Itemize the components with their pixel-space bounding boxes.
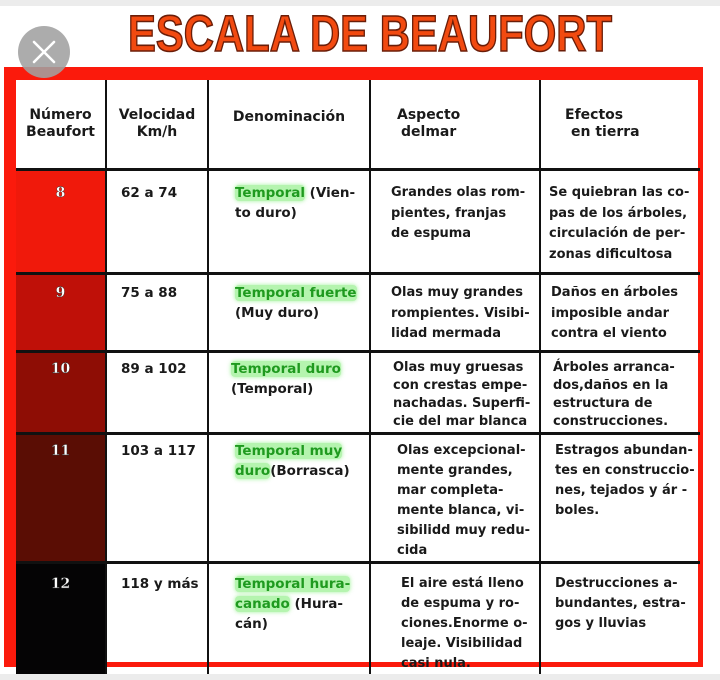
aspect-line: rompientes. Visibi- <box>391 305 530 321</box>
highlighted-term: Temporal <box>235 185 305 201</box>
aspect-line: Olas muy gruesas <box>393 360 524 375</box>
effects-line: dos,daños en la <box>553 378 669 393</box>
velocity-value: 89 a 102 <box>106 352 208 434</box>
denomination-text: (Vien- <box>304 185 356 201</box>
beaufort-number: 12 <box>16 563 106 675</box>
effects-line: circulación de per- <box>549 226 686 241</box>
aspect-line: con crestas empe- <box>393 378 528 393</box>
page-title: ESCALA DE BEAUFORT <box>127 5 613 62</box>
velocity-value: 75 a 88 <box>106 274 208 352</box>
header-text: delmar <box>401 124 457 140</box>
sea-aspect <box>370 352 540 434</box>
table-row <box>16 170 700 274</box>
sea-aspect <box>370 434 540 563</box>
beaufort-number: 10 <box>16 352 106 434</box>
table-row <box>16 274 700 352</box>
header-text: Número <box>29 107 92 123</box>
effects-line: Se quiebran las co- <box>549 185 690 200</box>
aspect-line: cie del mar blanca <box>393 414 528 429</box>
effects-line: boles. <box>555 503 600 518</box>
aspect-line: leaje. Visibilidad <box>401 636 523 651</box>
velocity-value: 118 y más <box>106 563 208 675</box>
close-icon <box>32 40 56 64</box>
effects-line: contra el viento <box>551 326 667 341</box>
denomination-text: cán) <box>235 616 268 632</box>
header-numero-beaufort <box>16 80 106 170</box>
denomination <box>208 563 370 675</box>
land-effects <box>540 434 700 563</box>
land-effects <box>540 563 700 675</box>
table-row <box>16 434 700 563</box>
sea-aspect <box>370 170 540 274</box>
beaufort-number: 8 <box>16 170 106 274</box>
sea-aspect <box>370 563 540 675</box>
denomination-text: to duro) <box>235 205 297 221</box>
highlighted-term: Temporal muy <box>235 443 343 459</box>
table-header-row <box>16 80 700 170</box>
header-text: Aspecto <box>397 107 461 123</box>
effects-line: Árboles arranca- <box>553 360 675 375</box>
aspect-line: casi nula. <box>401 656 471 671</box>
aspect-line: Grandes olas rom- <box>391 185 526 200</box>
bottom-edge <box>0 674 720 680</box>
effects-line: bundantes, estra- <box>555 596 686 611</box>
velocity-value: 62 a 74 <box>106 170 208 274</box>
highlighted-term: duro <box>235 463 271 479</box>
beaufort-table <box>16 80 700 675</box>
header-text: Efectos <box>565 107 624 123</box>
highlighted-term: Temporal duro <box>231 361 341 377</box>
land-effects <box>540 274 700 352</box>
highlighted-term: Temporal fuerte <box>235 285 357 301</box>
denomination <box>208 170 370 274</box>
effects-line: pas de los árboles, <box>549 205 688 221</box>
highlighted-term: Temporal hura- <box>235 576 351 592</box>
effects-line: Daños en árboles <box>551 285 679 300</box>
denomination <box>208 274 370 352</box>
aspect-line: pientes, franjas <box>391 205 507 221</box>
aspect-line: Olas muy grandes <box>391 285 523 300</box>
header-velocidad <box>106 80 208 170</box>
denomination-text: (Temporal) <box>231 381 314 397</box>
aspect-line: El aire está lleno <box>401 576 524 591</box>
effects-line: imposible andar <box>551 305 670 321</box>
highlighted-term: canado <box>235 596 290 612</box>
velocity-value: 103 a 117 <box>106 434 208 563</box>
effects-line: construcciones. <box>553 414 669 429</box>
aspect-line: Olas excepcional- <box>397 443 526 458</box>
beaufort-number: 11 <box>16 434 106 563</box>
effects-line: tes en construccio- <box>555 463 695 478</box>
beaufort-number: 9 <box>16 274 106 352</box>
denomination <box>208 434 370 563</box>
close-button[interactable] <box>18 26 70 78</box>
effects-line: Destrucciones a- <box>555 576 678 591</box>
header-denominacion <box>208 80 370 170</box>
sea-aspect <box>370 274 540 352</box>
aspect-line: mente blanca, vi- <box>397 503 525 518</box>
effects-line: gos y lluvias <box>555 616 647 631</box>
header-text: Denominación <box>232 108 346 125</box>
aspect-line: cida <box>397 543 428 558</box>
denomination-text: (Borrasca) <box>270 463 350 479</box>
header-text: Beaufort <box>26 124 95 140</box>
effects-line: estructura de <box>553 396 653 411</box>
effects-line: nes, tejados y ár - <box>555 483 688 498</box>
aspect-line: lidad mermada <box>391 326 501 341</box>
effects-line: Estragos abundan- <box>555 443 693 458</box>
header-efectos-en-tierra <box>540 80 700 170</box>
table-row <box>16 563 700 675</box>
aspect-line: ciones.Enorme o- <box>401 616 528 631</box>
land-effects <box>540 352 700 434</box>
aspect-line: de espuma y ro- <box>401 596 520 611</box>
header-aspecto-del-mar <box>370 80 540 170</box>
header-text: en tierra <box>571 124 640 140</box>
aspect-line: mar completa- <box>397 483 504 498</box>
header-text: Km/h <box>136 124 178 140</box>
header-text: Velocidad <box>118 107 196 123</box>
aspect-line: nachadas. Superfi- <box>393 396 531 411</box>
denomination-text: (Muy duro) <box>235 305 320 321</box>
table-row <box>16 352 700 434</box>
aspect-line: sibilidd muy redu- <box>397 523 530 538</box>
effects-line: zonas dificultosa <box>549 246 673 262</box>
aspect-line: mente grandes, <box>397 463 513 478</box>
denomination-text: (Hura- <box>289 596 343 612</box>
land-effects <box>540 170 700 274</box>
denomination <box>208 352 370 434</box>
aspect-line: de espuma <box>391 226 472 241</box>
